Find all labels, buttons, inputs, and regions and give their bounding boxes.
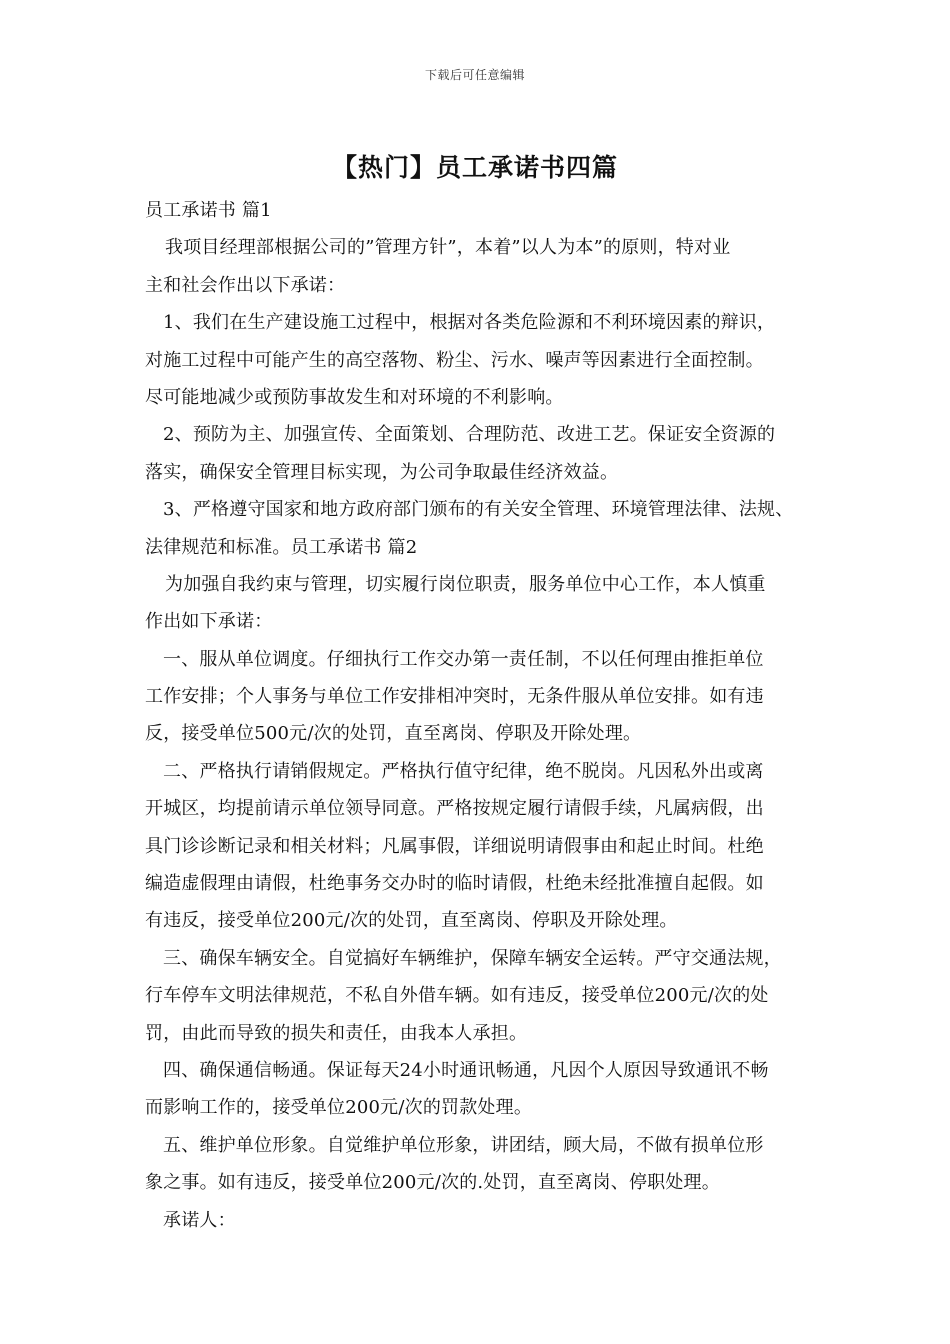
text-line: 具门诊诊断记录和相关材料；凡属事假，详细说明请假事由和起止时间。杜绝	[145, 835, 764, 857]
text-line: 二、严格执行请销假规定。严格执行值守纪律，绝不脱岗。凡因私外出或离	[163, 760, 764, 782]
document-body	[145, 196, 825, 1243]
text-line: 对施工过程中可能产生的高空落物、粉尘、污水、噪声等因素进行全面控制。	[145, 349, 764, 371]
text-line: 三、确保车辆安全。自觉搞好车辆维护，保障车辆安全运转。严守交通法规，	[163, 947, 782, 969]
text-line: 象之事。如有违反，接受单位200元/次的.处罚，直至离岗、停职处理。	[145, 1172, 720, 1194]
text-line: 1、我们在生产建设施工过程中，根据对各类危险源和不利环境因素的辩识，	[163, 312, 776, 334]
text-line: 员工承诺书 篇1	[145, 200, 272, 221]
text-line: 法律规范和标准。员工承诺书 篇2	[145, 536, 418, 558]
text-line: 我项目经理部根据公司的”管理方针”，本着”以人为本”的原则，特对业	[165, 237, 731, 259]
text-line: 2、预防为主、加强宣传、全面策划、合理防范、改进工艺。保证安全资源的	[163, 424, 776, 446]
text-line: 罚，由此而导致的损失和责任，由我本人承担。	[145, 1022, 528, 1044]
text-line: 尽可能地减少或预防事故发生和对环境的不利影响。	[145, 386, 564, 408]
text-line: 为加强自我约束与管理，切实履行岗位职责，服务单位中心工作，本人慎重	[165, 573, 766, 595]
text-line: 编造虚假理由请假，杜绝事务交办时的临时请假，杜绝未经批准擅自起假。如	[145, 873, 764, 895]
document-title: 【热门】员工承诺书四篇	[331, 153, 618, 182]
text-line: 落实，确保安全管理目标实现，为公司争取最佳经济效益。	[145, 461, 619, 483]
text-line: 五、维护单位形象。自觉维护单位形象，讲团结，顾大局，不做有损单位形	[163, 1134, 764, 1156]
text-line: 反，接受单位500元/次的处罚，直至离岗、停职及开除处理。	[145, 723, 642, 745]
text-line: 一、服从单位调度。仔细执行工作交办第一责任制，不以任何理由推拒单位	[163, 648, 764, 670]
text-line: 开城区，均提前请示单位领导同意。严格按规定履行请假手续，凡属病假，出	[145, 798, 764, 820]
header-note: 下载后可任意编辑	[424, 68, 525, 82]
text-line: 而影响工作的，接受单位200元/次的罚款处理。	[145, 1097, 533, 1119]
text-line: 行车停车文明法律规范，不私自外借车辆。如有违反，接受单位200元/次的处	[145, 985, 769, 1007]
text-line: 四、确保通信畅通。保证每天24小时通讯畅通，凡因个人原因导致通讯不畅	[163, 1059, 769, 1081]
text-line: 主和社会作出以下承诺：	[145, 274, 346, 296]
text-line: 作出如下承诺：	[145, 611, 273, 633]
text-line: 承诺人：	[163, 1209, 236, 1231]
text-line: 3、严格遵守国家和地方政府部门颁布的有关安全管理、环境管理法律、法规、	[163, 499, 794, 521]
text-line: 工作安排；个人事务与单位工作安排相冲突时，无条件服从单位安排。如有违	[145, 686, 764, 708]
text-line: 有违反，接受单位200元/次的处罚，直至离岗、停职及开除处理。	[145, 910, 678, 932]
